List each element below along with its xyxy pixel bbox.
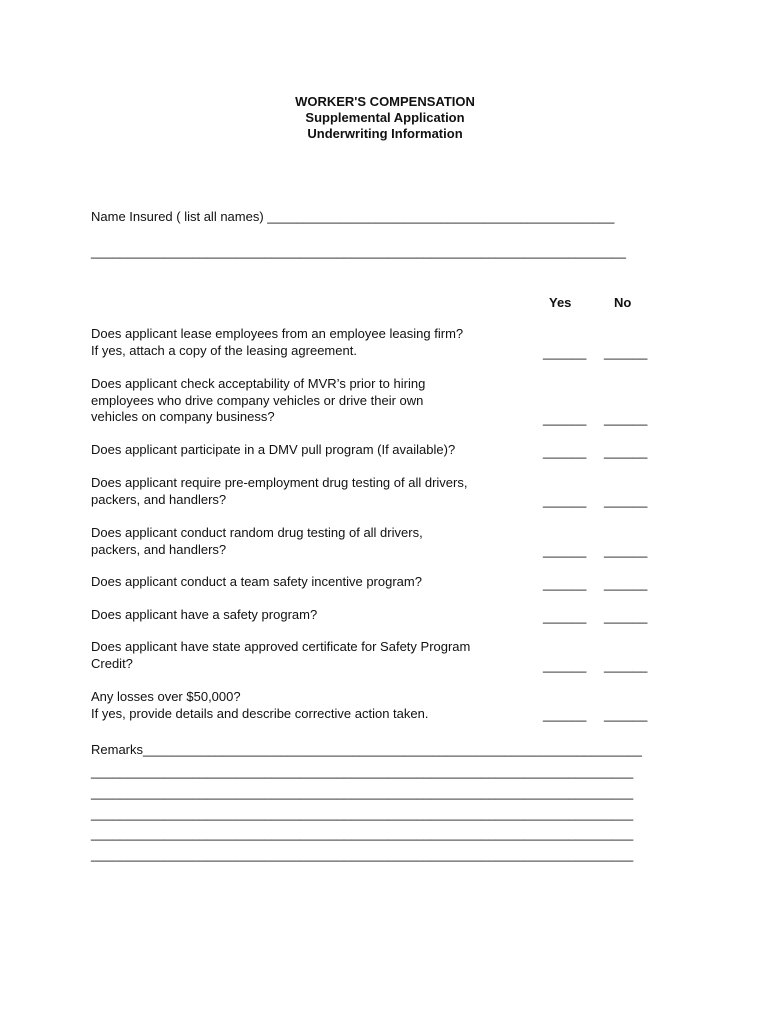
question-pre-employment-drug-test [91,475,521,508]
question-line: Does applicant conduct a team safety incentive program? [91,574,422,589]
question-random-drug-test [91,525,521,558]
name-insured-field-1[interactable]: ________________________________________________ [267,209,615,224]
remarks-line[interactable]: ___________________________________________________________________________ [91,826,634,841]
remarks-field[interactable]: _____________________________________________________________________ [143,742,642,757]
question-dmv-pull [91,442,521,459]
question-mvr-check [91,376,521,426]
answer-no-blank[interactable]: ______ [604,345,648,360]
answer-no-blank[interactable]: ______ [604,411,648,426]
question-line: employees who drive company vehicles or drive their own [91,392,424,408]
answer-no-blank[interactable]: ______ [604,576,648,591]
answer-yes-blank[interactable]: ______ [543,543,587,558]
answer-yes-blank[interactable]: ______ [543,658,587,673]
question-line: Does applicant conduct random drug testing of all drivers, [91,525,423,540]
question-line: If yes, attach a copy of the leasing agreement. [91,342,357,358]
name-insured-row [91,209,614,225]
name-insured-field-2[interactable]: __________________________________________________________________________ [91,244,627,259]
answer-yes-blank[interactable]: ______ [543,444,587,459]
question-line: Does applicant have state approved certificate for Safety Program [91,639,471,654]
answer-no-blank[interactable]: ______ [604,658,648,673]
question-line: Does applicant require pre-employment drug testing of all drivers, [91,475,468,490]
remarks-line[interactable]: ___________________________________________________________________________ [91,806,634,821]
question-line: packers, and handlers? [91,491,227,507]
remarks-row [91,742,642,758]
answer-no-blank[interactable]: ______ [604,609,648,624]
yes-column-header: Yes [549,295,572,310]
form-subtitle: Supplemental Application [305,110,465,125]
question-line: packers, and handlers? [91,541,227,557]
question-line: Does applicant have a safety program? [91,607,318,622]
question-safety-program [91,607,521,624]
answer-no-blank[interactable]: ______ [604,493,648,508]
question-line: If yes, provide details and describe corrective action taken. [91,705,429,721]
remarks-line[interactable]: ___________________________________________________________________________ [91,785,634,800]
answer-no-blank[interactable]: ______ [604,707,648,722]
question-line: Credit? [91,655,133,671]
remarks-line[interactable]: ___________________________________________________________________________ [91,847,634,862]
form-title: WORKER'S COMPENSATION [295,94,475,109]
question-line: Does applicant participate in a DMV pull program (If available)? [91,442,456,457]
answer-yes-blank[interactable]: ______ [543,609,587,624]
question-line: Does applicant check acceptability of MVR’s prior to hiring [91,376,426,391]
form-subtitle-2: Underwriting Information [307,126,463,141]
remarks-label: Remarks [91,742,144,757]
answer-no-blank[interactable]: ______ [604,543,648,558]
question-lease-employees [91,326,521,359]
answer-yes-blank[interactable]: ______ [543,576,587,591]
remarks-line[interactable]: ___________________________________________________________________________ [91,764,634,779]
question-state-certificate [91,639,521,672]
no-column-header: No [614,295,632,310]
answer-yes-blank[interactable]: ______ [543,411,587,426]
question-losses-over-50000 [91,689,521,722]
question-line: Any losses over $50,000? [91,689,241,704]
answer-yes-blank[interactable]: ______ [543,345,587,360]
form-title-block [0,94,770,142]
answer-yes-blank[interactable]: ______ [543,493,587,508]
answer-no-blank[interactable]: ______ [604,444,648,459]
question-team-safety-incentive [91,574,521,591]
name-insured-label: Name Insured ( list all names) [91,209,268,224]
question-line: Does applicant lease employees from an employee leasing firm? [91,326,464,341]
answer-yes-blank[interactable]: ______ [543,707,587,722]
question-line: vehicles on company business? [91,409,275,424]
